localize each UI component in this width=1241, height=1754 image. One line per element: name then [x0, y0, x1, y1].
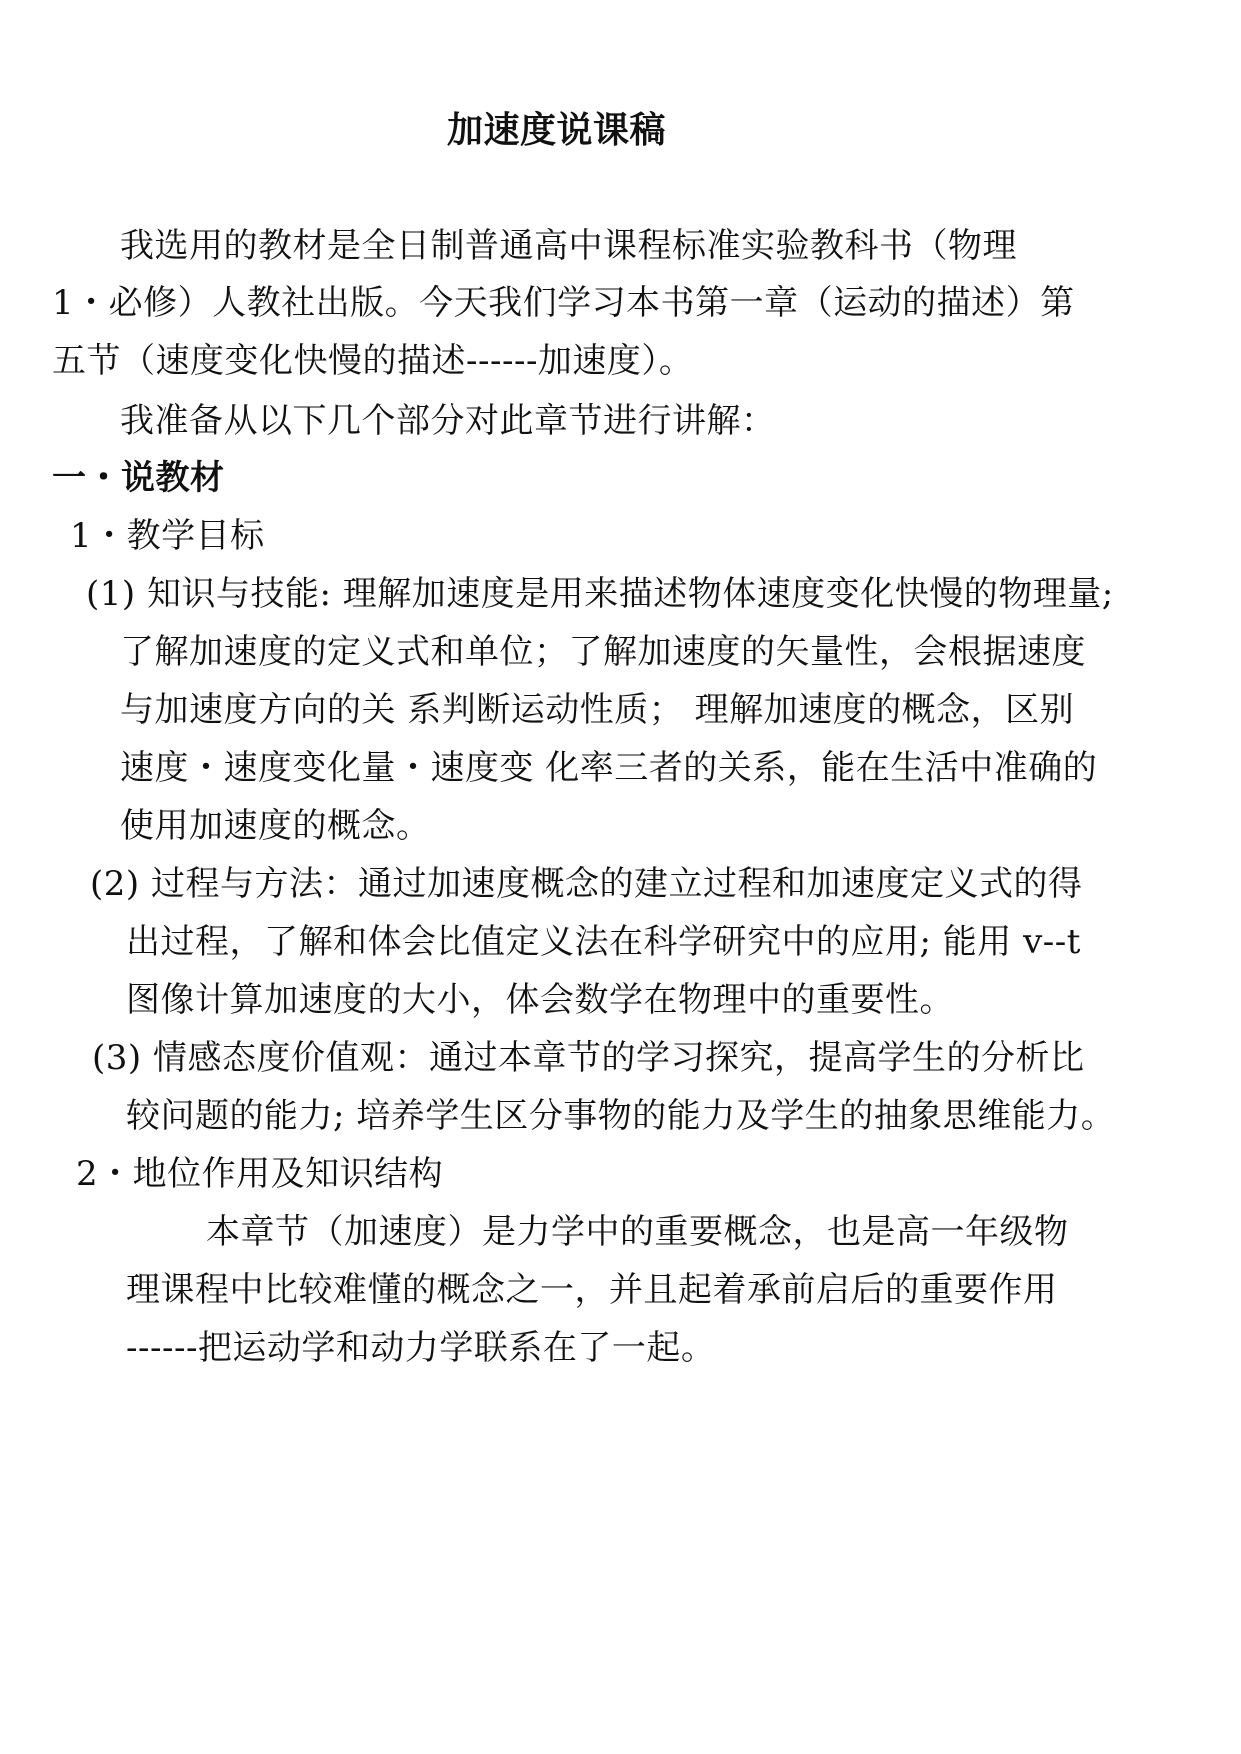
subsection-heading-teaching-goals: 1・教学目标 — [70, 516, 265, 556]
goal-1-line-4: 速度・速度变化量・速度变 化率三者的关系，能在生活中准确的 — [120, 748, 1098, 788]
goal-2-line-1: (2) 过程与方法：通过加速度概念的建立过程和加速度定义式的得 — [90, 864, 1083, 904]
goal-1-line-3: 与加速度方向的关 系判断运动性质； 理解加速度的概念，区别 — [120, 690, 1075, 730]
document-title: 加速度说课稿 — [447, 109, 667, 151]
intro-line-1: 我选用的教材是全日制普通高中课程标准实验教科书（物理 — [120, 226, 1017, 266]
intro-paragraph-2: 我准备从以下几个部分对此章节进行讲解： — [120, 401, 776, 441]
subsection-heading-role-structure: 2・地位作用及知识结构 — [76, 1154, 444, 1194]
goal-1-line-2: 了解加速度的定义式和单位；了解加速度的矢量性，会根据速度 — [120, 632, 1086, 672]
role-line-3: ------把运动学和动力学联系在了一起。 — [126, 1328, 716, 1368]
intro-line-3: 五节（速度变化快慢的描述------加速度）。 — [52, 341, 694, 381]
role-line-2: 理课程中比较难懂的概念之一，并且起着承前启后的重要作用 — [126, 1270, 1058, 1310]
role-line-1: 本章节（加速度）是力学中的重要概念，也是高一年级物 — [206, 1212, 1069, 1252]
goal-3-line-1: (3) 情感态度价值观：通过本章节的学习探究，提高学生的分析比 — [92, 1038, 1085, 1078]
goal-1-line-1: (1) 知识与技能: 理解加速度是用来描述物体速度变化快慢的物理量; — [86, 574, 1114, 614]
section-heading-1: 一・说教材 — [52, 458, 225, 498]
goal-2-line-2: 出过程，了解和体会比值定义法在科学研究中的应用; 能用 v--t — [126, 922, 1081, 962]
intro-line-2: 1・必修）人教社出版。今天我们学习本书第一章（运动的描述）第 — [52, 283, 1075, 323]
goal-1-line-5: 使用加速度的概念。 — [120, 806, 431, 846]
goal-3-line-2: 较问题的能力; 培养学生区分事物的能力及学生的抽象思维能力。 — [126, 1096, 1116, 1136]
goal-2-line-3: 图像计算加速度的大小，体会数学在物理中的重要性。 — [126, 980, 954, 1020]
